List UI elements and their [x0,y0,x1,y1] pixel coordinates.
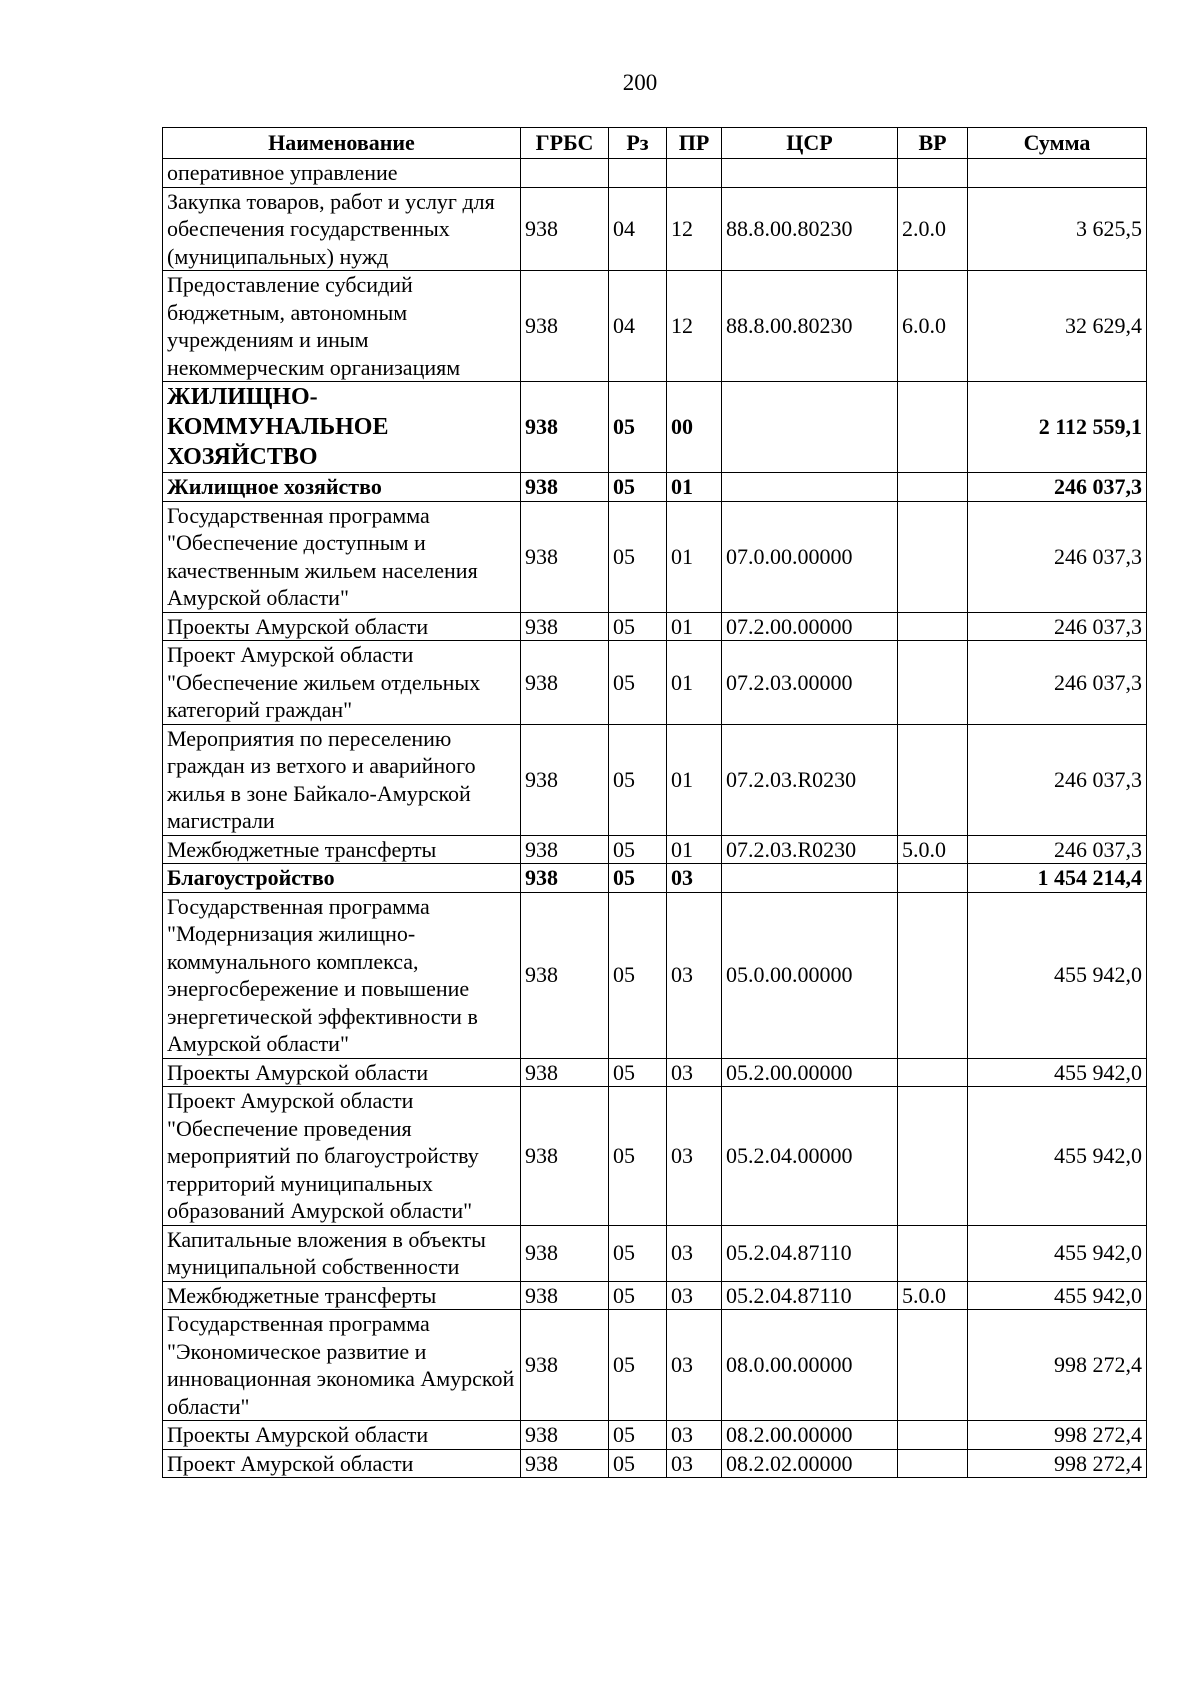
cell-rz: 05 [609,864,667,893]
cell-rz [609,159,667,188]
cell-vr [898,892,968,1058]
cell-csr: 05.2.04.87110 [722,1225,898,1281]
cell-sum: 246 037,3 [968,641,1147,725]
cell-grbs: 938 [521,724,609,835]
cell-name: Капитальные вложения в объекты муниципальной собственности [163,1225,521,1281]
cell-name: Благоустройство [163,864,521,893]
cell-rz: 05 [609,1058,667,1087]
cell-sum: 998 272,4 [968,1449,1147,1478]
header-csr: ЦСР [722,128,898,159]
cell-csr [722,473,898,502]
cell-vr [898,1058,968,1087]
cell-pr: 01 [667,501,722,612]
cell-csr [722,864,898,893]
table-row [163,1225,1147,1281]
cell-name: Закупка товаров, работ и услуг для обеспечения государственных (муниципальных) нужд [163,187,521,271]
cell-pr: 12 [667,187,722,271]
cell-sum: 455 942,0 [968,1058,1147,1087]
table-row [163,187,1147,271]
table-row [163,159,1147,188]
cell-name: Проект Амурской области [163,1449,521,1478]
cell-grbs: 938 [521,501,609,612]
header-sum: Сумма [968,128,1147,159]
cell-rz: 05 [609,382,667,473]
header-grbs: ГРБС [521,128,609,159]
cell-sum: 455 942,0 [968,1281,1147,1310]
cell-csr: 05.2.04.00000 [722,1087,898,1226]
cell-vr: 6.0.0 [898,271,968,382]
cell-rz: 05 [609,1449,667,1478]
cell-sum: 2 112 559,1 [968,382,1147,473]
cell-vr [898,1087,968,1226]
cell-vr [898,501,968,612]
cell-grbs: 938 [521,1310,609,1421]
cell-rz: 05 [609,835,667,864]
table-row [163,1421,1147,1450]
cell-pr: 03 [667,1421,722,1450]
cell-grbs: 938 [521,187,609,271]
cell-csr [722,159,898,188]
cell-name: Проекты Амурской области [163,1421,521,1450]
cell-grbs: 938 [521,612,609,641]
cell-rz: 05 [609,501,667,612]
cell-name: Проекты Амурской области [163,612,521,641]
cell-grbs: 938 [521,1087,609,1226]
cell-vr [898,864,968,893]
cell-grbs: 938 [521,864,609,893]
cell-name: ЖИЛИЩНО-КОММУНАЛЬНОЕ ХОЗЯЙСТВО [163,382,521,473]
table-row [163,1449,1147,1478]
table-row [163,835,1147,864]
table-row [163,1087,1147,1226]
cell-vr [898,1421,968,1450]
cell-rz: 05 [609,724,667,835]
cell-csr: 05.0.00.00000 [722,892,898,1058]
table-row [163,271,1147,382]
cell-vr [898,1310,968,1421]
cell-csr: 07.2.03.R0230 [722,724,898,835]
table-row [163,724,1147,835]
cell-pr [667,159,722,188]
cell-csr: 07.2.03.00000 [722,641,898,725]
cell-pr: 03 [667,864,722,893]
table-row [163,1310,1147,1421]
cell-grbs: 938 [521,473,609,502]
header-vr: ВР [898,128,968,159]
cell-name: Государственная программа "Обеспечение доступным и качественным жильем населения Амурской области" [163,501,521,612]
cell-name: Проекты Амурской области [163,1058,521,1087]
cell-vr: 2.0.0 [898,187,968,271]
subsection-row [163,473,1147,502]
cell-name: Проект Амурской области "Обеспечение проведения мероприятий по благоустройству территорий муниципальных образований Амурской области" [163,1087,521,1226]
cell-sum: 1 454 214,4 [968,864,1147,893]
cell-pr: 03 [667,1225,722,1281]
cell-rz: 05 [609,1087,667,1226]
cell-vr [898,473,968,502]
cell-vr [898,724,968,835]
cell-vr [898,641,968,725]
cell-name: Государственная программа "Модернизация жилищно-коммунального комплекса, энергосбережение и повышение энергетической эффективности в Амурской области" [163,892,521,1058]
cell-sum: 3 625,5 [968,187,1147,271]
cell-csr: 05.2.04.87110 [722,1281,898,1310]
cell-pr: 01 [667,612,722,641]
cell-sum: 455 942,0 [968,1225,1147,1281]
cell-grbs [521,159,609,188]
cell-rz: 05 [609,1225,667,1281]
header-rz: Рз [609,128,667,159]
table-header-row [163,128,1147,159]
cell-grbs: 938 [521,1449,609,1478]
cell-pr: 03 [667,1281,722,1310]
cell-csr: 88.8.00.80230 [722,187,898,271]
table-row [163,1058,1147,1087]
cell-csr: 08.0.00.00000 [722,1310,898,1421]
cell-grbs: 938 [521,1058,609,1087]
cell-grbs: 938 [521,641,609,725]
subsection-row [163,864,1147,893]
table-row [163,641,1147,725]
cell-name: Жилищное хозяйство [163,473,521,502]
header-pr: ПР [667,128,722,159]
cell-pr: 03 [667,1058,722,1087]
cell-name: Государственная программа "Экономическое развитие и инновационная экономика Амурской области" [163,1310,521,1421]
cell-grbs: 938 [521,1421,609,1450]
cell-sum [968,159,1147,188]
cell-grbs: 938 [521,892,609,1058]
table-row [163,1281,1147,1310]
cell-pr: 00 [667,382,722,473]
cell-sum: 246 037,3 [968,501,1147,612]
cell-rz: 04 [609,187,667,271]
cell-sum: 998 272,4 [968,1421,1147,1450]
cell-rz: 05 [609,641,667,725]
cell-sum: 246 037,3 [968,835,1147,864]
cell-vr [898,612,968,641]
cell-rz: 05 [609,1310,667,1421]
cell-pr: 01 [667,835,722,864]
header-name: Наименование [163,128,521,159]
cell-sum: 455 942,0 [968,1087,1147,1226]
cell-sum: 246 037,3 [968,612,1147,641]
cell-grbs: 938 [521,1281,609,1310]
cell-csr: 08.2.00.00000 [722,1421,898,1450]
cell-rz: 05 [609,892,667,1058]
cell-sum: 998 272,4 [968,1310,1147,1421]
cell-sum: 246 037,3 [968,724,1147,835]
cell-name: Межбюджетные трансферты [163,1281,521,1310]
cell-name: Межбюджетные трансферты [163,835,521,864]
table-row [163,501,1147,612]
cell-csr [722,382,898,473]
cell-vr: 5.0.0 [898,1281,968,1310]
cell-grbs: 938 [521,1225,609,1281]
section-row [163,382,1147,473]
table-row [163,612,1147,641]
cell-rz: 04 [609,271,667,382]
cell-csr: 07.2.03.R0230 [722,835,898,864]
cell-pr: 12 [667,271,722,382]
cell-rz: 05 [609,1281,667,1310]
cell-rz: 05 [609,473,667,502]
cell-grbs: 938 [521,271,609,382]
cell-pr: 01 [667,641,722,725]
cell-grbs: 938 [521,835,609,864]
cell-sum: 32 629,4 [968,271,1147,382]
cell-pr: 03 [667,1310,722,1421]
budget-table [162,127,1147,1478]
cell-pr: 03 [667,892,722,1058]
cell-rz: 05 [609,1421,667,1450]
cell-vr [898,1449,968,1478]
cell-csr: 07.2.00.00000 [722,612,898,641]
cell-pr: 03 [667,1087,722,1226]
cell-name: Мероприятия по переселению граждан из ветхого и аварийного жилья в зоне Байкало-Амурской магистрали [163,724,521,835]
cell-vr [898,1225,968,1281]
cell-name: Проект Амурской области "Обеспечение жильем отдельных категорий граждан" [163,641,521,725]
cell-csr: 07.0.00.00000 [722,501,898,612]
cell-sum: 455 942,0 [968,892,1147,1058]
cell-pr: 03 [667,1449,722,1478]
cell-csr: 08.2.02.00000 [722,1449,898,1478]
page-number: 200 [622,70,658,95]
cell-rz: 05 [609,612,667,641]
cell-csr: 05.2.00.00000 [722,1058,898,1087]
cell-vr [898,382,968,473]
cell-grbs: 938 [521,382,609,473]
cell-sum: 246 037,3 [968,473,1147,502]
cell-csr: 88.8.00.80230 [722,271,898,382]
cell-name: оперативное управление [163,159,521,188]
cell-vr [898,159,968,188]
cell-pr: 01 [667,724,722,835]
cell-vr: 5.0.0 [898,835,968,864]
cell-pr: 01 [667,473,722,502]
cell-name: Предоставление субсидий бюджетным, автономным учреждениям и иным некоммерческим организациям [163,271,521,382]
table-row [163,892,1147,1058]
